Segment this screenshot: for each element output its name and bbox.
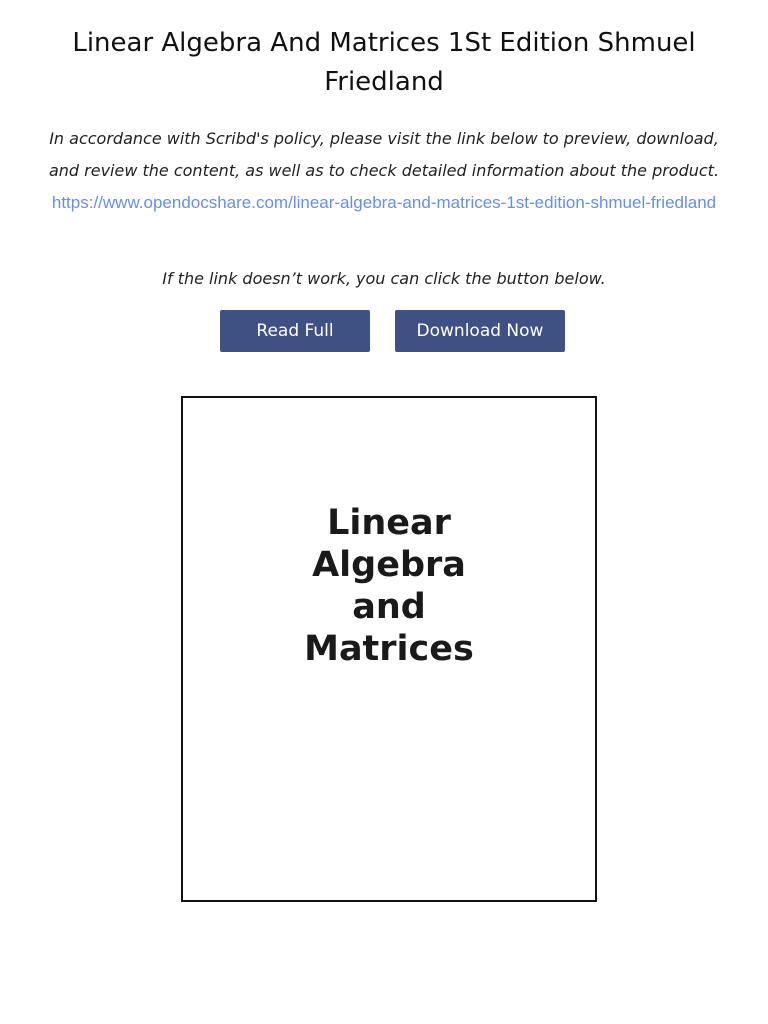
cover-title-line: and bbox=[352, 587, 426, 627]
cover-title-line: Matrices bbox=[304, 629, 474, 669]
cover-title-line: Algebra bbox=[312, 545, 466, 585]
read-full-button[interactable]: Read Full bbox=[220, 310, 370, 352]
page-title: Linear Algebra And Matrices 1St Edition Shmuel Friedland bbox=[72, 28, 696, 97]
policy-text: In accordance with Scribd's policy, please visit the link below to preview, download, and review the content, as well as to check detailed information about the product. bbox=[48, 129, 720, 180]
product-link[interactable]: https://www.opendocshare.com/linear-algebra-and-matrices-1st-edition-shmuel-friedland bbox=[51, 193, 717, 212]
policy-notice bbox=[40, 123, 728, 219]
cover-title bbox=[183, 502, 595, 670]
fallback-note: If the link doesn’t work, you can click the button below. bbox=[162, 269, 606, 288]
cover-title-line: Linear bbox=[327, 503, 451, 543]
download-now-button[interactable]: Download Now bbox=[395, 310, 565, 352]
book-cover-preview bbox=[181, 396, 597, 902]
